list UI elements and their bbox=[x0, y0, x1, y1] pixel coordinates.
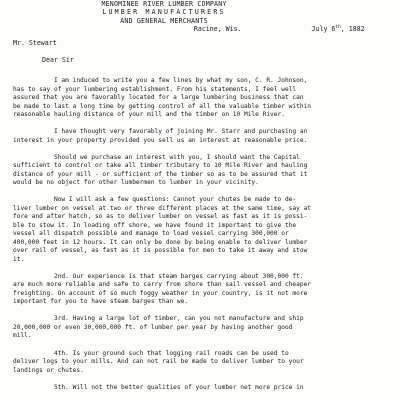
text-line: over rail of vessel, as fast as it is possible for men to take it away and stow bbox=[13, 247, 308, 255]
company-name: MENOMINEE RIVER LUMBER COMPANY bbox=[101, 0, 227, 8]
paragraph bbox=[13, 196, 393, 264]
text-line: Now I will ask a few questions: Cannot your chutes be made to de- bbox=[13, 196, 297, 204]
text-line: landings or chutes. bbox=[13, 366, 84, 374]
text-line: interest in your property provided you sell us an interest at reasonable price. bbox=[13, 136, 308, 144]
paragraph bbox=[13, 77, 393, 120]
text-line: 5th. Will not the better qualities of your lumber net more price in bbox=[13, 383, 304, 391]
date-suffix: th bbox=[335, 25, 341, 30]
text-line: distance of your mill - or sufficient of the timber so as to be assured that it bbox=[13, 170, 308, 178]
text-line: important for you to have steam barges than we. bbox=[13, 298, 189, 306]
paragraph bbox=[13, 384, 393, 393]
paragraph bbox=[13, 154, 393, 188]
text-line: 2nd. Our experience is that steam barges carrying about 300,000 ft. bbox=[13, 272, 304, 280]
text-line: fore and after hatch, so as to deliver lumber on vessel as fast as it is possi- bbox=[13, 213, 308, 221]
company-subtitle-2: AND GENERAL MERCHANTS bbox=[120, 16, 208, 25]
company-subtitle: LUMBER MANUFACTURERS bbox=[102, 8, 226, 17]
text-line: vessel all dispatch possible and manage to load vessel carrying 300,000 or bbox=[13, 230, 289, 238]
text-line: I am induced to write you a few lines by what my son, C. R. Johnson, bbox=[13, 77, 308, 84]
dateline bbox=[178, 17, 393, 41]
text-line: would be no object for other lumbermen to lumber in your vicinity. bbox=[13, 179, 259, 187]
text-line: has to say of your lumbering establishment. From his statements, I feel well bbox=[13, 85, 297, 93]
paragraph bbox=[13, 315, 393, 341]
text-line: 20,000,000 or even 30,000,000 ft. of lumber per year by having another good bbox=[13, 323, 293, 331]
letter-body bbox=[13, 77, 393, 401]
text-line: I have thought very favorably of joining Mr. Starr and purchasing an bbox=[13, 128, 308, 136]
date-year: , 1882 bbox=[340, 25, 365, 33]
text-line: sufficient to control or take all timber tributary to 10 Mile River and hauling bbox=[13, 162, 308, 170]
text-line: be made to last a long time by getting control of all the valuable timber within bbox=[13, 102, 312, 110]
text-line: deliver logs to your mills. And can not rail be made to deliver lumber to your bbox=[13, 358, 304, 366]
date-prefix: July 6 bbox=[311, 25, 336, 33]
text-line: 4th. Is your ground such that logging rail roads can be used to bbox=[13, 349, 289, 357]
text-line: assured that you are favorably located for a large lumbering business that can bbox=[13, 94, 304, 101]
text-line: 3rd. Having a large lot of timber, can you not manufacture and ship bbox=[13, 315, 304, 323]
recipient: Mr. Stewart bbox=[13, 39, 57, 47]
paragraph bbox=[13, 273, 393, 307]
text-line: freighting. On account of so much foggy weather in your country, is it not more bbox=[13, 289, 308, 297]
text-line: liver lumber on vessel at two or three different places at the same time, say at bbox=[13, 204, 312, 212]
text-line: mill. bbox=[13, 332, 32, 340]
place: Racine, Wis. bbox=[193, 25, 242, 33]
text-line: ble to stow it. In loading off shore, we have found it important to give the bbox=[13, 221, 297, 229]
paragraph bbox=[13, 128, 393, 145]
text-line: it. bbox=[13, 255, 25, 263]
text-line: 400,000 feet in 12 hours. It can only be done by being enable to deliver lumber bbox=[13, 238, 308, 246]
text-line: Should we purchase an interest with you, I should want the Capital bbox=[13, 153, 300, 161]
salutation: Dear Sir bbox=[42, 56, 74, 64]
paragraph bbox=[13, 350, 393, 376]
text-line: reasonable hauling distance of your mill and the timber on 10 Mile River. bbox=[13, 111, 285, 118]
text-line: are much more reliable and safe to carry from shore than sail vessel and cheaper bbox=[13, 281, 312, 289]
